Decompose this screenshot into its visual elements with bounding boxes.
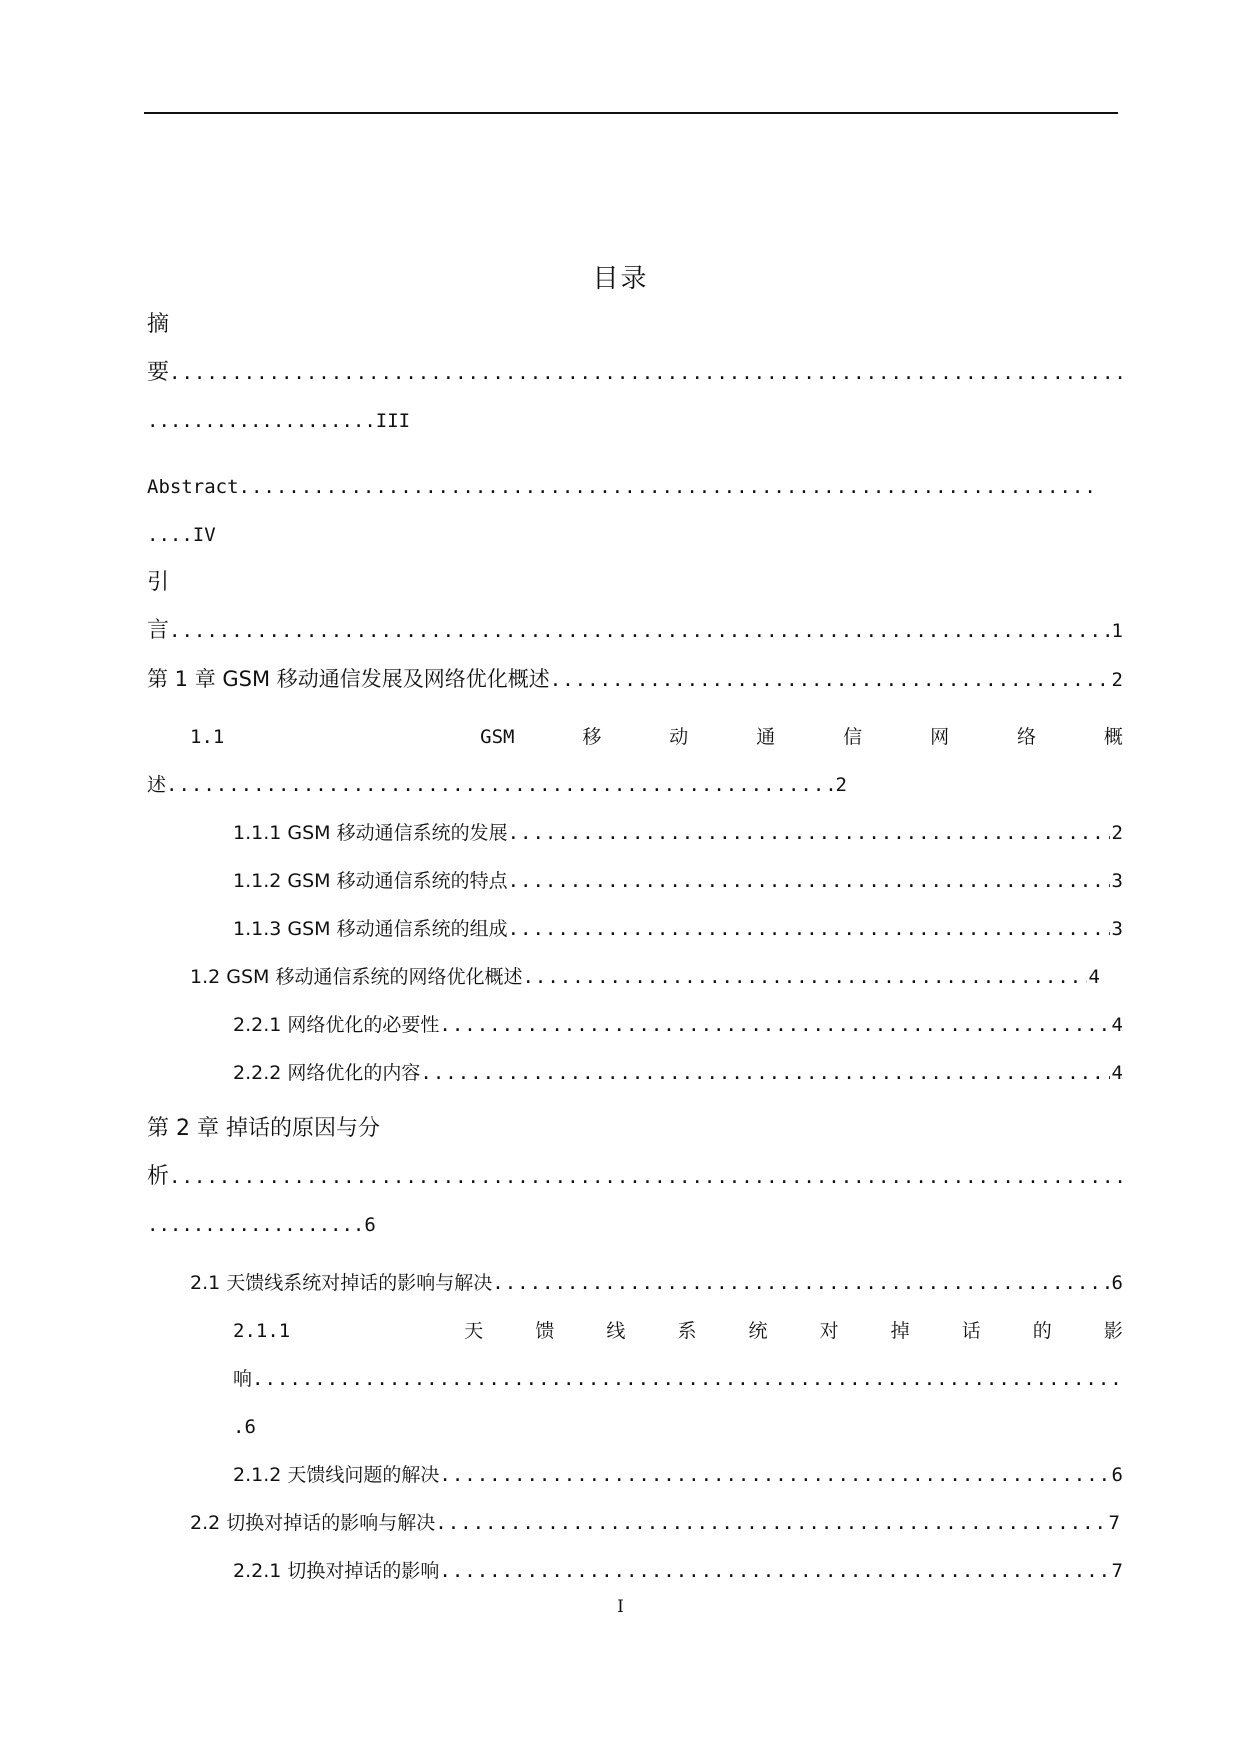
toc-abstract-en-page: IV xyxy=(192,524,216,546)
toc-s2-1-1-w7: 话 xyxy=(961,1320,981,1342)
toc-s2-1-1-w4: 统 xyxy=(748,1320,768,1342)
toc-ch2-tail: 析 xyxy=(147,1164,170,1189)
toc-leader-dots xyxy=(239,474,1101,500)
toc-s2-2-label: 2.2 切换对掉话的影响与解决 xyxy=(190,1512,436,1534)
toc-ch1[interactable] xyxy=(147,666,1123,693)
toc-s1-1-w7: 概 xyxy=(1103,726,1123,748)
toc-leader-dots xyxy=(169,360,1123,386)
toc-s1-2[interactable] xyxy=(190,964,1100,990)
toc-leader-dots xyxy=(508,916,1110,942)
toc-s2-2-1b-label: 2.2.1 切换对掉话的影响 xyxy=(233,1560,440,1582)
toc-abstract-en-cont[interactable] xyxy=(147,522,216,548)
toc-s2-1-label: 2.1 天馈线系统对掉话的影响与解决 xyxy=(190,1272,493,1294)
toc-s1-1-2-label: 1.1.2 GSM 移动通信系统的特点 xyxy=(233,870,508,892)
toc-s2-1-2-page: 6 xyxy=(1111,1464,1123,1486)
toc-s2-1-page: 6 xyxy=(1111,1272,1123,1294)
toc-s2-2-2a-label: 2.2.2 网络优化的内容 xyxy=(233,1062,421,1084)
toc-intro[interactable] xyxy=(147,618,1123,644)
toc-leader-dots xyxy=(439,1012,1109,1038)
toc-s1-1-1[interactable] xyxy=(233,820,1123,846)
toc-leader-dots: .... xyxy=(147,524,193,546)
toc-s1-1-w4: 信 xyxy=(843,726,863,748)
toc-s2-2-2a-page: 4 xyxy=(1111,1062,1123,1084)
toc-s2-1-1-w0: 天 xyxy=(464,1320,484,1342)
toc-abstract-cn-page: III xyxy=(375,410,411,432)
toc-s2-2-page: 7 xyxy=(1108,1512,1120,1534)
toc-s1-1-num: 1.1 xyxy=(190,726,225,748)
toc-s1-1-cont[interactable] xyxy=(147,772,847,798)
toc-s2-1-1-cont2[interactable] xyxy=(233,1414,256,1440)
toc-s1-1-2[interactable] xyxy=(233,868,1123,894)
toc-abstract-en[interactable] xyxy=(147,474,1101,500)
toc-intro-char2: 言 xyxy=(147,618,170,643)
page-title: 目录 xyxy=(592,264,649,294)
toc-leader-dots xyxy=(492,1270,1109,1296)
toc-s2-1-1[interactable] xyxy=(233,1318,1123,1344)
toc-s2-1-2[interactable] xyxy=(233,1462,1123,1488)
toc-s1-1-3-label: 1.1.3 GSM 移动通信系统的组成 xyxy=(233,918,508,940)
toc-s1-1-1-page: 2 xyxy=(1111,822,1123,844)
toc-leader-dots xyxy=(508,820,1110,846)
page-number: I xyxy=(617,1597,624,1617)
toc-s1-1-w2: 动 xyxy=(669,726,689,748)
toc-abstract-en-label: Abstract xyxy=(147,476,239,498)
toc-leader-dots: ................... xyxy=(147,1214,365,1236)
toc-leader-dots xyxy=(252,1366,1123,1392)
toc-ch2-page: 6 xyxy=(364,1214,376,1236)
toc-s2-1-1-w3: 系 xyxy=(677,1320,697,1342)
toc-s2-1-1-w5: 对 xyxy=(819,1320,839,1342)
toc-leader-dots xyxy=(420,1060,1109,1086)
toc-s1-1-tail: 述 xyxy=(147,774,167,796)
toc-leader-dots xyxy=(435,1510,1106,1536)
toc-abstract-cn-cont[interactable] xyxy=(147,408,447,434)
toc-abstract-cn-char2: 要 xyxy=(147,360,170,385)
toc-s1-1-w1: 移 xyxy=(582,726,602,748)
toc-s2-1-2-label: 2.1.2 天馈线问题的解决 xyxy=(233,1464,440,1486)
toc-s2-2-1b-page: 7 xyxy=(1111,1560,1123,1582)
toc-ch2-cont2[interactable] xyxy=(147,1212,376,1238)
toc-leader-dots xyxy=(166,772,834,798)
toc-s2-1-1-cont[interactable] xyxy=(233,1366,1123,1392)
toc-s1-1-w6: 络 xyxy=(1016,726,1036,748)
toc-leader-dots xyxy=(508,868,1110,894)
toc-s1-1-page: 2 xyxy=(835,774,847,796)
toc-s1-1-1-label: 1.1.1 GSM 移动通信系统的发展 xyxy=(233,822,508,844)
toc-s2-1[interactable] xyxy=(190,1270,1123,1296)
toc-leader-dots xyxy=(169,618,1110,644)
toc-ch1-page: 2 xyxy=(1111,669,1123,691)
toc-abstract-cn[interactable] xyxy=(147,360,1123,386)
toc-s1-2-page: 4 xyxy=(1088,966,1100,988)
toc-s2-1-1-w8: 的 xyxy=(1032,1320,1052,1342)
toc-leader-dots: . xyxy=(233,1416,245,1438)
toc-s2-1-1-num: 2.1.1 xyxy=(233,1320,291,1342)
toc-s1-1-w3: 通 xyxy=(756,726,776,748)
toc-leader-dots: .................... xyxy=(147,410,376,432)
toc-leader-dots xyxy=(550,667,1110,693)
toc-s2-1-1-w2: 线 xyxy=(606,1320,626,1342)
toc-s2-2-1a[interactable] xyxy=(233,1012,1123,1038)
toc-s2-1-1-page: 6 xyxy=(244,1416,256,1438)
toc-s1-1[interactable] xyxy=(190,724,1123,750)
toc-abstract-cn-char1: 摘 xyxy=(147,312,170,337)
toc-s2-2-1b[interactable] xyxy=(233,1558,1123,1584)
toc-s2-1-1-w9: 影 xyxy=(1103,1320,1123,1342)
toc-s2-2-1a-label: 2.2.1 网络优化的必要性 xyxy=(233,1014,440,1036)
toc-s1-1-2-page: 3 xyxy=(1111,870,1123,892)
toc-intro-page: 1 xyxy=(1111,620,1123,642)
toc-s1-2-label: 1.2 GSM 移动通信系统的网络优化概述 xyxy=(190,966,523,988)
toc-s2-1-1-w6: 掉 xyxy=(890,1320,910,1342)
toc-s2-1-1-tail: 响 xyxy=(233,1368,253,1390)
toc-intro-char1: 引 xyxy=(147,570,170,595)
toc-s1-1-w5: 网 xyxy=(930,726,950,748)
toc-s1-1-3-page: 3 xyxy=(1111,918,1123,940)
toc-s1-1-w0: GSM xyxy=(480,726,515,748)
toc-s2-1-1-w1: 馈 xyxy=(535,1320,555,1342)
toc-leader-dots xyxy=(522,964,1086,990)
toc-ch1-label: 第 1 章 GSM 移动通信发展及网络优化概述 xyxy=(147,667,550,691)
toc-ch2-label[interactable]: 第 2 章 掉话的原因与分 xyxy=(147,1116,380,1141)
toc-s1-1-3[interactable] xyxy=(233,916,1123,942)
toc-ch2-cont[interactable] xyxy=(147,1164,1123,1190)
toc-leader-dots xyxy=(169,1164,1123,1190)
toc-s2-2-2a[interactable] xyxy=(233,1060,1123,1086)
toc-leader-dots xyxy=(439,1462,1109,1488)
header-rule xyxy=(144,112,1118,114)
toc-s2-2[interactable] xyxy=(190,1510,1120,1536)
toc-s2-2-1a-page: 4 xyxy=(1111,1014,1123,1036)
toc-leader-dots xyxy=(439,1558,1109,1584)
